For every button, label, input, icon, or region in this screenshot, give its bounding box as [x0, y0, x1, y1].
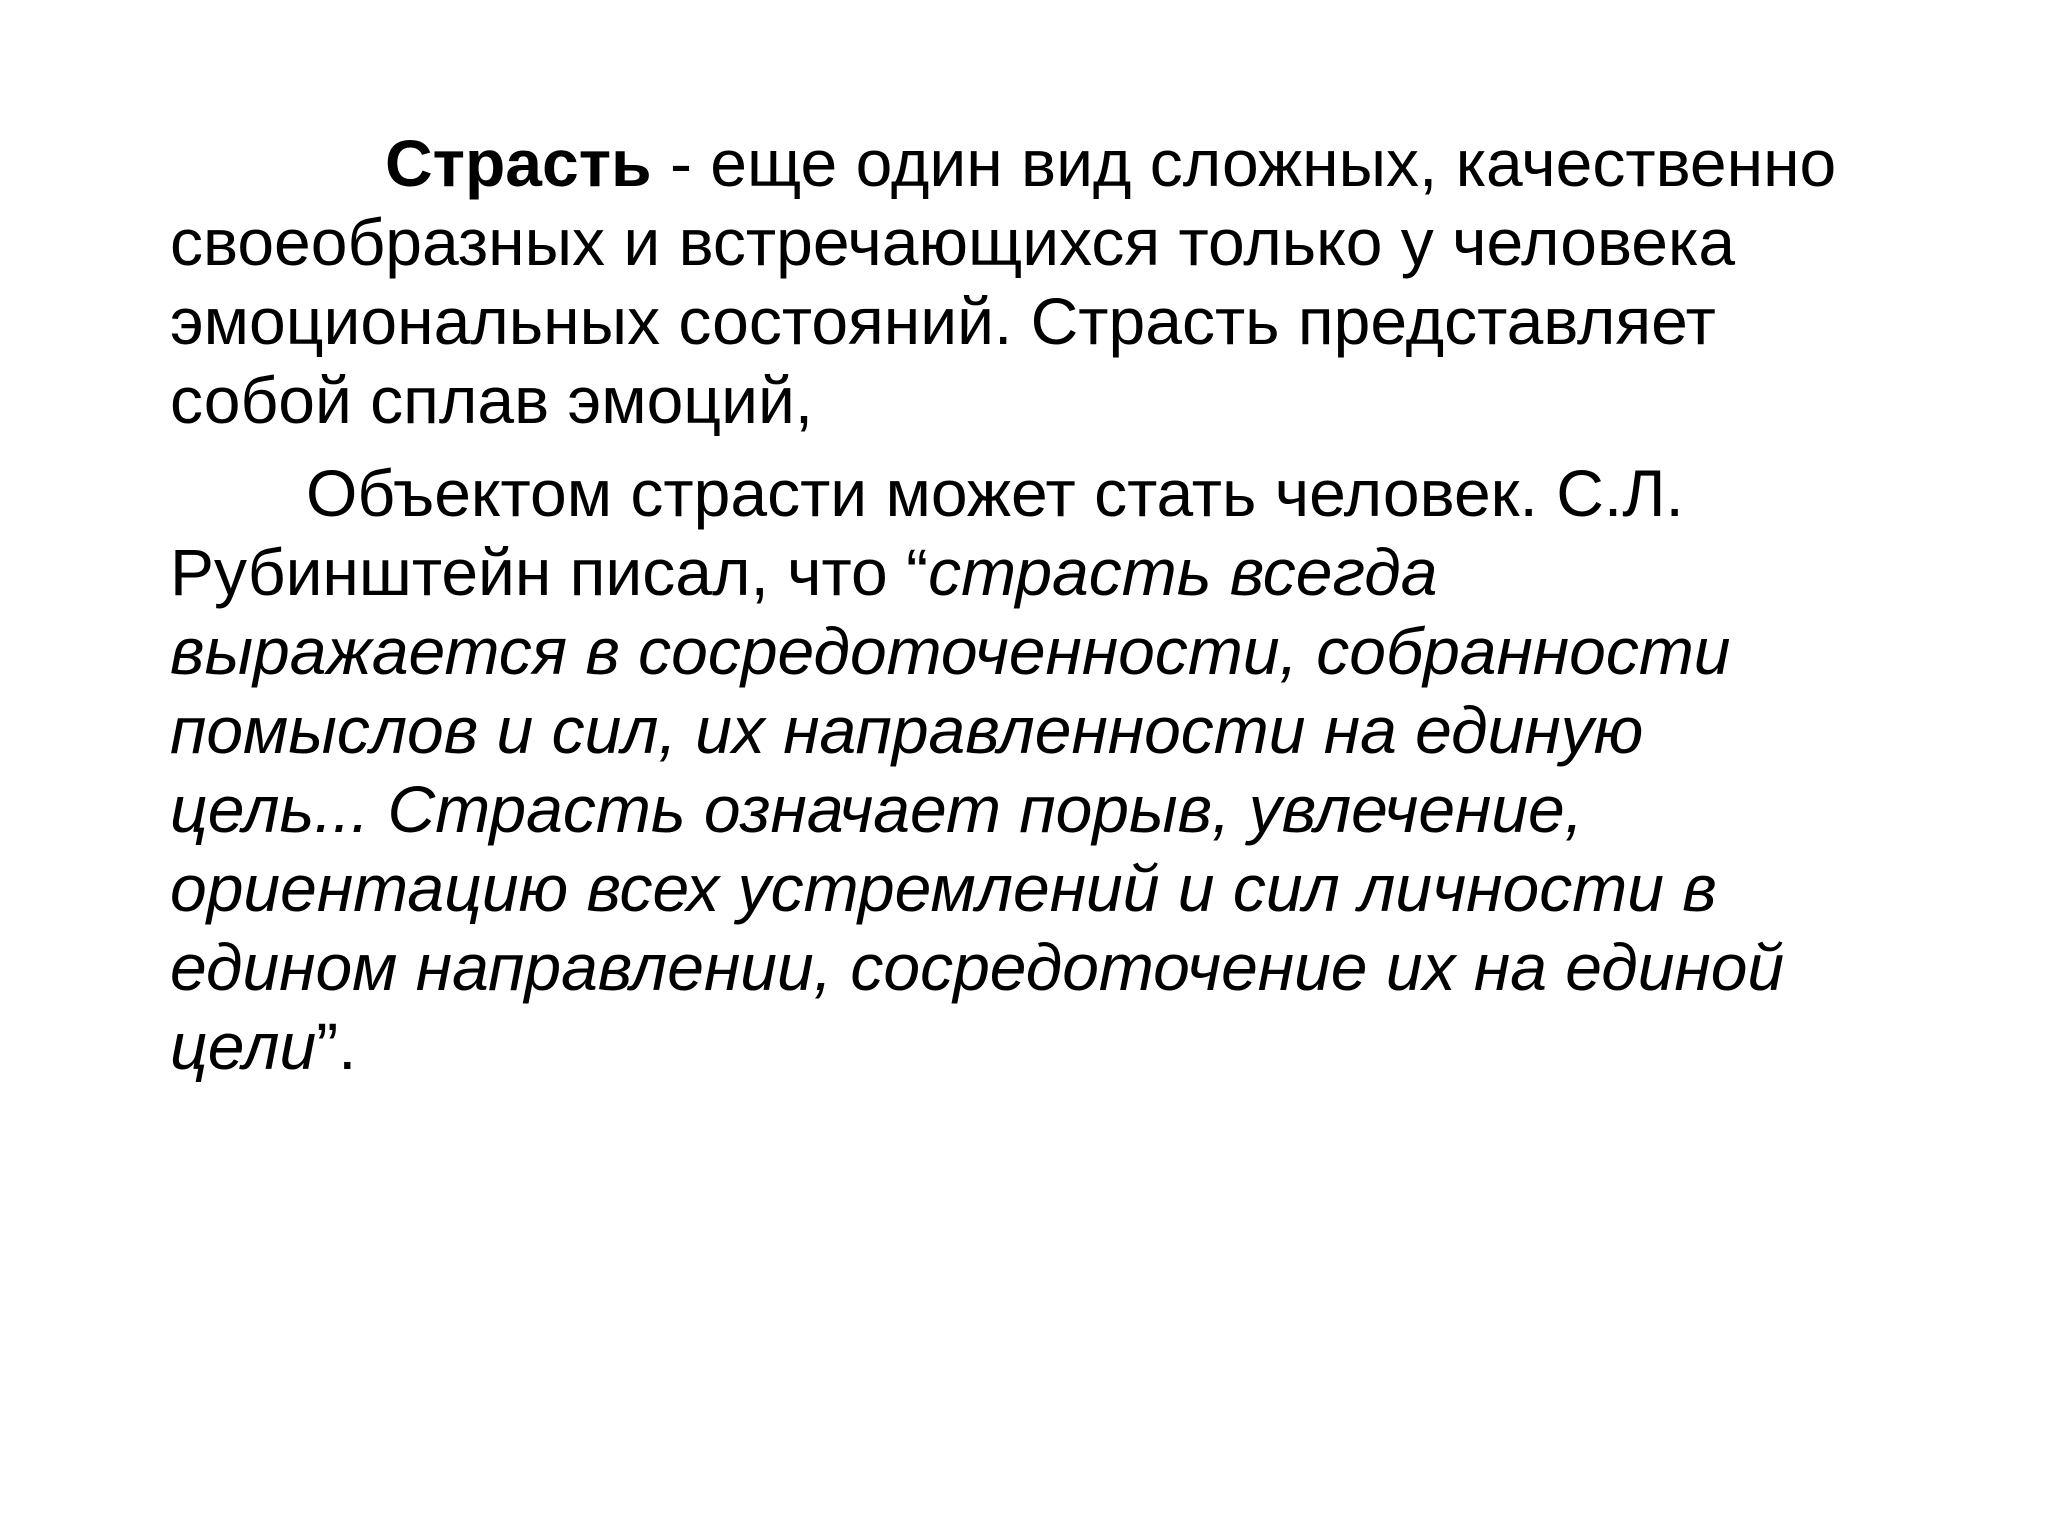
quote-text: страсть всегда: [928, 535, 1438, 609]
text-line: собой сплав эмоций,: [170, 363, 814, 437]
quote-line: выражается в сосредоточенности, собранности: [170, 614, 1731, 688]
text-line: своеобразных и встречающихся только у человека: [170, 205, 1736, 279]
paragraph-definition: [170, 124, 1930, 440]
text-run: Рубинштейн писал, что “: [170, 535, 929, 609]
text-run: ”.: [316, 1009, 357, 1083]
quote-line: ориентацию всех устремлений и сил личности в: [170, 851, 1717, 925]
quote-line: помыслов и сил, их направленности на единую: [170, 693, 1644, 767]
paragraph-quote: [170, 454, 1930, 1086]
text-line: эмоциональных состояний. Страсть представляет: [170, 284, 1716, 358]
quote-line: цель... Страсть означает порыв, увлечение,: [170, 772, 1584, 846]
bold-term: Страсть: [385, 126, 652, 200]
text-run: - еще один вид сложных, качественно: [651, 126, 1837, 200]
slide-text: [170, 124, 1930, 1086]
text-line: [170, 124, 1930, 203]
text-line: [170, 533, 1930, 612]
text-line: Объектом страсти может стать человек. С.Л.: [306, 456, 1684, 530]
text-line: [170, 1007, 1930, 1086]
quote-text: цели: [170, 1009, 317, 1083]
quote-line: едином направлении, сосредоточение их на единой: [170, 930, 1785, 1004]
